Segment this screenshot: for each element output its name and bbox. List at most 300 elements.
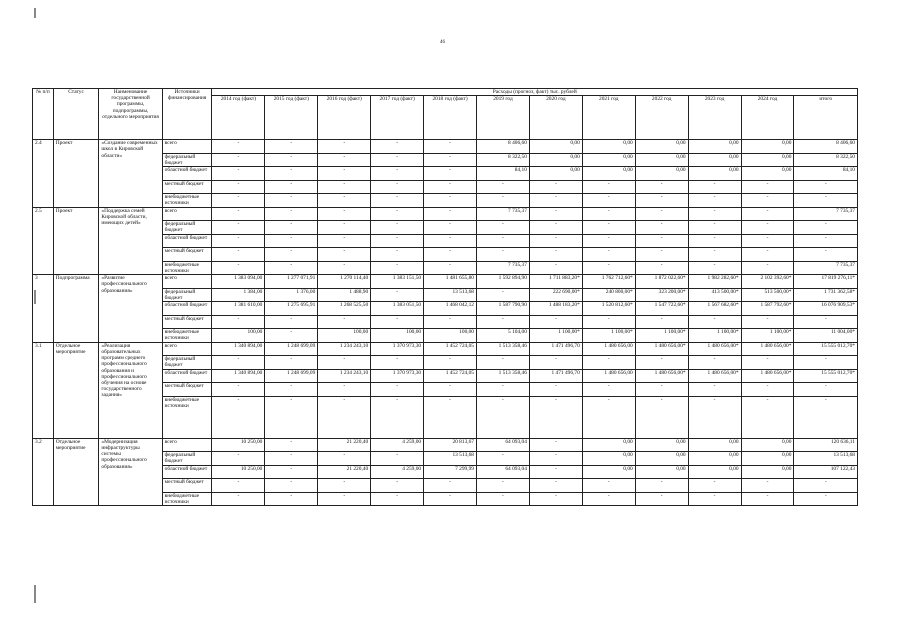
value-cell: - <box>318 479 371 493</box>
value-cell: 1 480 656,00* <box>741 369 794 383</box>
col-header-status: Статус <box>53 89 99 140</box>
source-cell: областной бюджет <box>162 167 212 181</box>
value-cell: - <box>794 396 858 438</box>
value-cell: - <box>265 465 318 479</box>
value-cell: - <box>371 383 424 397</box>
value-cell: - <box>582 180 635 194</box>
value-cell: - <box>741 180 794 194</box>
value-cell: - <box>741 315 794 329</box>
value-cell: - <box>371 492 424 506</box>
value-cell: - <box>794 221 858 235</box>
value-cell: - <box>265 329 318 343</box>
value-cell: - <box>582 207 635 221</box>
value-cell: 0,00 <box>529 153 582 167</box>
value-cell: - <box>529 356 582 370</box>
value-cell: 0,00 <box>635 167 688 181</box>
source-cell: всего <box>162 342 212 356</box>
value-cell: 1 100,00* <box>635 329 688 343</box>
source-cell: федеральный бюджет <box>162 288 212 302</box>
value-cell: - <box>477 356 530 370</box>
source-cell: местный бюджет <box>162 315 212 329</box>
source-cell: областной бюджет <box>162 302 212 316</box>
value-cell: 1 275 695,91 <box>265 302 318 316</box>
value-cell: - <box>424 140 477 154</box>
value-cell: - <box>529 315 582 329</box>
value-cell: 1 762 712,60* <box>582 275 635 289</box>
value-cell: 1 480 656,00 <box>582 342 635 356</box>
value-cell: - <box>529 438 582 452</box>
value-cell: 323 200,00* <box>635 288 688 302</box>
value-cell: - <box>794 383 858 397</box>
value-cell: - <box>529 248 582 262</box>
value-cell: - <box>688 261 741 275</box>
value-cell: - <box>318 194 371 208</box>
group-num: 2.4 <box>33 140 54 208</box>
col-header-year: 2022 год <box>635 96 688 140</box>
group-status: Подпрограмма <box>53 275 99 343</box>
value-cell: 1 376,00 <box>265 288 318 302</box>
table-row <box>33 140 858 154</box>
source-cell: областной бюджет <box>162 369 212 383</box>
value-cell: 413 500,00* <box>688 288 741 302</box>
value-cell: - <box>371 167 424 181</box>
value-cell: - <box>477 396 530 438</box>
value-cell: - <box>582 261 635 275</box>
value-cell: 7 735,37 <box>477 207 530 221</box>
value-cell: - <box>212 396 265 438</box>
value-cell: - <box>212 194 265 208</box>
value-cell: 1 268 525,50 <box>318 302 371 316</box>
value-cell: - <box>371 396 424 438</box>
value-cell: - <box>318 234 371 248</box>
source-cell: местный бюджет <box>162 248 212 262</box>
value-cell: 1 872 022,60* <box>635 275 688 289</box>
value-cell: - <box>794 479 858 493</box>
value-cell: - <box>529 396 582 438</box>
value-cell: - <box>424 248 477 262</box>
value-cell: - <box>741 356 794 370</box>
table-row <box>33 207 858 221</box>
value-cell: - <box>741 261 794 275</box>
group-name: «Развитие профессионального образования» <box>99 275 162 343</box>
scan-mark <box>34 585 36 603</box>
value-cell: - <box>741 234 794 248</box>
value-cell: - <box>635 221 688 235</box>
value-cell: 100,00 <box>424 329 477 343</box>
value-cell: 0,00 <box>635 140 688 154</box>
value-cell: - <box>371 315 424 329</box>
value-cell: - <box>635 261 688 275</box>
value-cell: - <box>477 383 530 397</box>
value-cell: - <box>529 234 582 248</box>
value-cell: 0,00 <box>741 167 794 181</box>
value-cell: - <box>265 234 318 248</box>
value-cell: 1 468 042,12 <box>424 302 477 316</box>
value-cell: - <box>318 383 371 397</box>
value-cell: - <box>635 194 688 208</box>
source-cell: федеральный бюджет <box>162 452 212 466</box>
value-cell: - <box>265 180 318 194</box>
value-cell: 4 259,00 <box>371 465 424 479</box>
value-cell: - <box>529 261 582 275</box>
value-cell: 10 250,00 <box>212 438 265 452</box>
value-cell: - <box>424 221 477 235</box>
value-cell: - <box>265 396 318 438</box>
value-cell: - <box>424 315 477 329</box>
value-cell: - <box>424 207 477 221</box>
source-cell: федеральный бюджет <box>162 221 212 235</box>
value-cell: 17 819 276,11* <box>794 275 858 289</box>
value-cell: - <box>318 207 371 221</box>
value-cell: - <box>794 315 858 329</box>
value-cell: - <box>318 492 371 506</box>
value-cell: - <box>212 383 265 397</box>
value-cell: - <box>794 234 858 248</box>
value-cell: 1 100,00* <box>582 329 635 343</box>
source-cell: всего <box>162 275 212 289</box>
scan-mark <box>34 8 36 18</box>
value-cell: - <box>794 356 858 370</box>
source-cell: всего <box>162 207 212 221</box>
value-cell: 15 555 012,70* <box>794 369 858 383</box>
value-cell: - <box>371 194 424 208</box>
table-row <box>33 342 858 356</box>
value-cell: - <box>424 194 477 208</box>
value-cell: - <box>212 356 265 370</box>
group-num: 3.1 <box>33 342 54 438</box>
value-cell: 16 076 909,53* <box>794 302 858 316</box>
value-cell: 13 513,68 <box>794 452 858 466</box>
value-cell: - <box>582 383 635 397</box>
value-cell: 1 520 812,60* <box>582 302 635 316</box>
value-cell: 0,00 <box>688 153 741 167</box>
value-cell: 1 383 051,50 <box>371 302 424 316</box>
value-cell: 0,00 <box>635 438 688 452</box>
value-cell: - <box>688 194 741 208</box>
value-cell: 1 277 071,91 <box>265 275 318 289</box>
value-cell: 64 093,04 <box>477 438 530 452</box>
value-cell: 0,00 <box>688 452 741 466</box>
value-cell: 8 406,60 <box>794 140 858 154</box>
value-cell: 1 452 724,05 <box>424 369 477 383</box>
value-cell: 8 322,50 <box>794 153 858 167</box>
value-cell: 1 471 496,70 <box>529 369 582 383</box>
value-cell: 1 587 790,90 <box>477 302 530 316</box>
value-cell: - <box>371 248 424 262</box>
value-cell: 13 513,68 <box>424 288 477 302</box>
value-cell: 1 731 362,58* <box>794 288 858 302</box>
value-cell: 11 004,00* <box>794 329 858 343</box>
value-cell: - <box>635 396 688 438</box>
value-cell: 1 381 610,00 <box>212 302 265 316</box>
value-cell: 4 259,00 <box>371 438 424 452</box>
value-cell: - <box>265 261 318 275</box>
value-cell: - <box>635 383 688 397</box>
value-cell: 1 248 699,09 <box>265 369 318 383</box>
value-cell: - <box>212 248 265 262</box>
source-cell: местный бюджет <box>162 479 212 493</box>
col-header-name: Наименование государственной программы, подпрограммы, отдельного мероприятия <box>99 89 162 140</box>
value-cell: 8 322,50 <box>477 153 530 167</box>
value-cell: 100,00 <box>212 329 265 343</box>
value-cell: - <box>635 207 688 221</box>
value-cell: - <box>529 180 582 194</box>
group-status: Отдельное мероприятие <box>53 342 99 438</box>
value-cell: - <box>529 452 582 466</box>
value-cell: - <box>371 288 424 302</box>
value-cell: 1 340 894,00 <box>212 369 265 383</box>
value-cell: 1 384,00 <box>212 288 265 302</box>
value-cell: 0,00 <box>688 140 741 154</box>
value-cell: - <box>212 180 265 194</box>
value-cell: - <box>794 180 858 194</box>
budget-table <box>32 88 858 506</box>
value-cell: - <box>265 452 318 466</box>
value-cell: - <box>318 315 371 329</box>
value-cell: - <box>371 356 424 370</box>
value-cell: - <box>741 492 794 506</box>
value-cell: - <box>477 315 530 329</box>
value-cell: 1 592 894,90 <box>477 275 530 289</box>
value-cell: - <box>212 479 265 493</box>
value-cell: - <box>635 180 688 194</box>
value-cell: 1 480 656,00* <box>688 342 741 356</box>
col-header-year: 2023 год <box>688 96 741 140</box>
source-cell: внебюджетные источники <box>162 492 212 506</box>
value-cell: - <box>212 207 265 221</box>
value-cell: - <box>635 492 688 506</box>
value-cell: 64 093,04 <box>477 465 530 479</box>
value-cell: 21 220,40 <box>318 465 371 479</box>
value-cell: - <box>688 396 741 438</box>
value-cell: - <box>635 356 688 370</box>
value-cell: 100,00 <box>371 329 424 343</box>
value-cell: - <box>477 194 530 208</box>
value-cell: 84,10 <box>794 167 858 181</box>
value-cell: - <box>212 140 265 154</box>
value-cell: - <box>477 248 530 262</box>
value-cell: - <box>582 194 635 208</box>
value-cell: - <box>371 234 424 248</box>
value-cell: 2 102 392,60* <box>741 275 794 289</box>
table-row <box>33 438 858 452</box>
value-cell: - <box>582 234 635 248</box>
value-cell: 1 480 656,00 <box>582 369 635 383</box>
value-cell: 120 636,11 <box>794 438 858 452</box>
value-cell: 1 513 358,46 <box>477 342 530 356</box>
value-cell: - <box>477 234 530 248</box>
value-cell: - <box>741 248 794 262</box>
value-cell: - <box>212 153 265 167</box>
value-cell: 84,10 <box>477 167 530 181</box>
value-cell: 1 480 656,00* <box>741 342 794 356</box>
value-cell: - <box>688 221 741 235</box>
value-cell: - <box>582 356 635 370</box>
value-cell: - <box>318 261 371 275</box>
value-cell: - <box>529 207 582 221</box>
value-cell: 0,00 <box>688 167 741 181</box>
value-cell: - <box>688 492 741 506</box>
value-cell: 15 555 012,70* <box>794 342 858 356</box>
value-cell: 0,00 <box>688 465 741 479</box>
value-cell: - <box>424 234 477 248</box>
value-cell: 513 500,00* <box>741 288 794 302</box>
group-status: Проект <box>53 207 99 275</box>
value-cell: - <box>424 479 477 493</box>
value-cell: - <box>371 140 424 154</box>
value-cell: - <box>741 396 794 438</box>
value-cell: 1 270 114,40 <box>318 275 371 289</box>
value-cell: - <box>212 452 265 466</box>
value-cell: - <box>582 396 635 438</box>
value-cell: 0,00 <box>582 465 635 479</box>
value-cell: 7 735,37 <box>794 261 858 275</box>
col-header-num: № п/п <box>33 89 54 140</box>
source-cell: местный бюджет <box>162 180 212 194</box>
source-cell: всего <box>162 438 212 452</box>
group-name: «Реализация образовательных программ среднего профессионального образования и профессионального обучения на основе государственного задания» <box>99 342 162 438</box>
value-cell: - <box>582 492 635 506</box>
source-cell: областной бюджет <box>162 465 212 479</box>
value-cell: - <box>424 356 477 370</box>
value-cell: - <box>635 248 688 262</box>
value-cell: 1 383 151,50 <box>371 275 424 289</box>
value-cell: - <box>371 221 424 235</box>
source-cell: областной бюджет <box>162 234 212 248</box>
value-cell: 222 690,00* <box>529 288 582 302</box>
value-cell: - <box>371 180 424 194</box>
value-cell: 0,00 <box>582 167 635 181</box>
value-cell: - <box>529 194 582 208</box>
value-cell: - <box>741 221 794 235</box>
value-cell: 107 122,43 <box>794 465 858 479</box>
col-header-year: 2021 год <box>582 96 635 140</box>
value-cell: - <box>265 167 318 181</box>
value-cell: - <box>318 153 371 167</box>
value-cell: 0,00 <box>582 452 635 466</box>
value-cell: - <box>688 315 741 329</box>
value-cell: - <box>424 167 477 181</box>
value-cell: - <box>688 207 741 221</box>
source-cell: внебюджетные источники <box>162 261 212 275</box>
value-cell: 1 982 282,60* <box>688 275 741 289</box>
value-cell: - <box>741 207 794 221</box>
value-cell: 1 488,90 <box>318 288 371 302</box>
value-cell: 0,00 <box>741 438 794 452</box>
value-cell: 1 488 183,20* <box>529 302 582 316</box>
value-cell: 21 220,40 <box>318 438 371 452</box>
col-header-source: Источники финансирования <box>162 89 212 140</box>
value-cell: - <box>529 479 582 493</box>
value-cell: - <box>265 194 318 208</box>
value-cell: - <box>424 396 477 438</box>
value-cell: 7 735,37 <box>477 261 530 275</box>
group-num: 3 <box>33 275 54 343</box>
value-cell: 1 234 243,10 <box>318 369 371 383</box>
value-cell: - <box>212 221 265 235</box>
value-cell: 1 471 496,70 <box>529 342 582 356</box>
value-cell: - <box>265 248 318 262</box>
value-cell: - <box>529 465 582 479</box>
value-cell: - <box>582 315 635 329</box>
value-cell: 0,00 <box>741 140 794 154</box>
value-cell: - <box>318 248 371 262</box>
value-cell: 1 100,00* <box>529 329 582 343</box>
value-cell: 1 340 894,00 <box>212 342 265 356</box>
value-cell: 0,00 <box>582 140 635 154</box>
value-cell: - <box>318 356 371 370</box>
value-cell: 10 250,00 <box>212 465 265 479</box>
value-cell: 1 481 655,80 <box>424 275 477 289</box>
value-cell: 1 370 973,30 <box>371 342 424 356</box>
source-cell: местный бюджет <box>162 383 212 397</box>
value-cell: - <box>582 248 635 262</box>
value-cell: 1 100,00* <box>741 329 794 343</box>
value-cell: - <box>265 207 318 221</box>
col-header-year: итого <box>794 96 858 140</box>
value-cell: - <box>318 452 371 466</box>
value-cell: - <box>212 315 265 329</box>
value-cell: 1 587 792,60* <box>741 302 794 316</box>
value-cell: - <box>688 248 741 262</box>
group-name: «Создание современных школ в Кировской области» <box>99 140 162 208</box>
value-cell: - <box>212 167 265 181</box>
value-cell: - <box>635 479 688 493</box>
value-cell: - <box>371 452 424 466</box>
group-status: Отдельное мероприятие <box>53 438 99 506</box>
value-cell: - <box>529 492 582 506</box>
value-cell: - <box>265 492 318 506</box>
value-cell: - <box>371 261 424 275</box>
value-cell: 1 370 973,30 <box>371 369 424 383</box>
group-name: «Поддержка семей Кировской области, имеющих детей» <box>99 207 162 275</box>
value-cell: 1 248 699,09 <box>265 342 318 356</box>
value-cell: 1 480 656,00* <box>635 369 688 383</box>
value-cell: - <box>741 194 794 208</box>
value-cell: - <box>212 492 265 506</box>
value-cell: - <box>477 221 530 235</box>
value-cell: - <box>318 180 371 194</box>
value-cell: - <box>371 479 424 493</box>
value-cell: 1 234 243,10 <box>318 342 371 356</box>
value-cell: - <box>582 221 635 235</box>
value-cell: - <box>794 194 858 208</box>
value-cell: - <box>318 396 371 438</box>
value-cell: - <box>477 479 530 493</box>
value-cell: - <box>794 492 858 506</box>
value-cell: - <box>265 383 318 397</box>
value-cell: - <box>212 261 265 275</box>
value-cell: - <box>635 234 688 248</box>
value-cell: - <box>529 221 582 235</box>
value-cell: - <box>424 383 477 397</box>
value-cell: - <box>265 438 318 452</box>
value-cell: 0,00 <box>529 167 582 181</box>
value-cell: - <box>477 452 530 466</box>
value-cell: 0,00 <box>582 438 635 452</box>
value-cell: 0,00 <box>635 452 688 466</box>
value-cell: 100,00 <box>318 329 371 343</box>
group-num: 3.2 <box>33 438 54 506</box>
value-cell: 1 480 656,00* <box>688 369 741 383</box>
value-cell: - <box>424 153 477 167</box>
value-cell: 1 480 656,00* <box>635 342 688 356</box>
col-header-expenses: Расходы (прогноз, факт) тыс. рублей <box>212 89 858 96</box>
value-cell: 1 711 883,20* <box>529 275 582 289</box>
source-cell: внебюджетные источники <box>162 194 212 208</box>
value-cell: - <box>688 180 741 194</box>
value-cell: 240 800,00* <box>582 288 635 302</box>
